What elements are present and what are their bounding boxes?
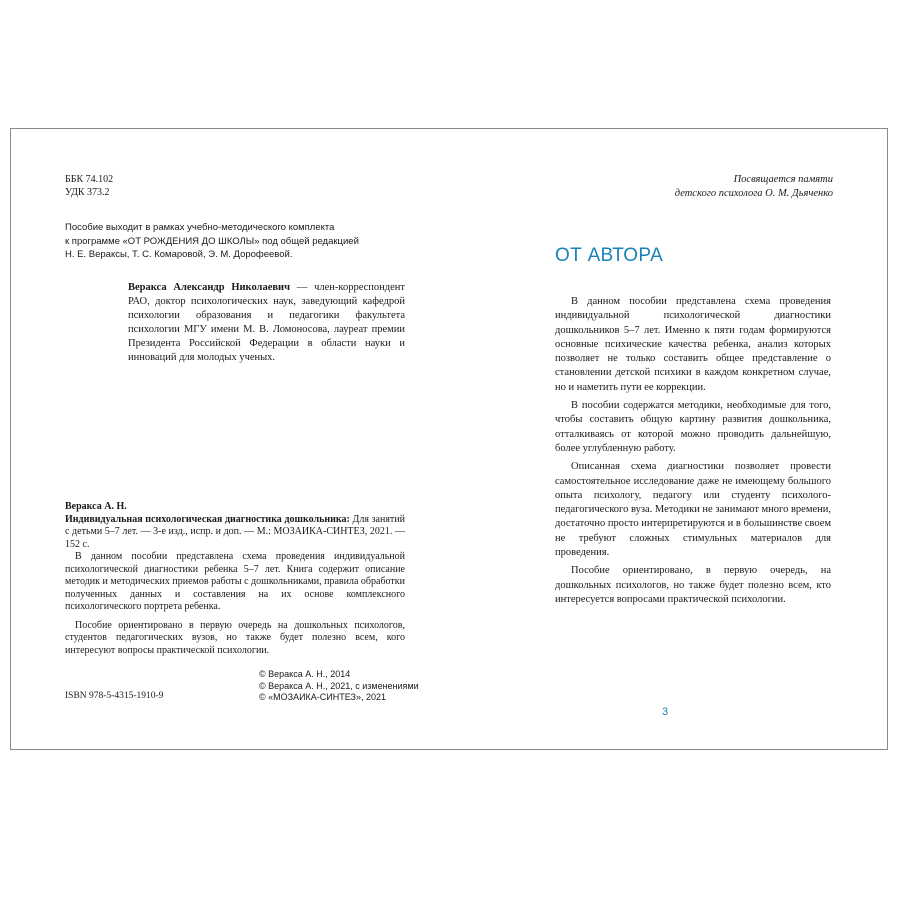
abstract-paragraph: В данном пособии представлена схема проведения индивидуальной психологической диагностики ребенка 5–7 лет. Книга содержит описание методик и методических приемов работы с дошкольниками, правила обработки полученных данных и составления на их основе комплексного психологического портрета ребенка. <box>65 551 405 612</box>
dedication-line: детского психолога О. М. Дьяченко <box>674 188 833 199</box>
series-line: Пособие выходит в рамках учебно-методического комплекта <box>65 222 335 233</box>
abstract <box>65 551 405 663</box>
biblio-title: Индивидуальная психологическая диагностика дошкольника: <box>65 513 350 525</box>
biblio-details: Для занятий с детьми 5–7 лет. — 3-е изд., испр. и доп. — М.: МОЗАИКА-СИНТЕЗ, 2021. — 152 с. <box>65 513 405 550</box>
dedication <box>675 173 833 201</box>
dedication-line: Посвящается памяти <box>733 174 833 185</box>
book-spread <box>10 128 888 750</box>
body-paragraph: В данном пособии представлена схема проведения индивидуальной психологической диагностики дошкольников 5–7 лет. Именно к пяти годам формируются основные психические качества ребенка, анализ которых позволяет не только составить общее представление о становлении детской психики в каждом конкретном случае, но и наметить пути ее коррекции. <box>555 296 831 393</box>
classification-codes <box>65 173 113 199</box>
series-line: Н. Е. Вераксы, Т. С. Комаровой, Э. М. Дорофеевой. <box>65 249 293 260</box>
bbk-code: ББК 74.102 <box>65 174 114 185</box>
author-bio <box>128 281 405 365</box>
biblio-header: Веракса А. Н. <box>65 501 127 512</box>
series-note <box>65 221 385 262</box>
chapter-heading: ОТ АВТОРА <box>555 245 664 266</box>
abstract-paragraph: Пособие ориентировано в первую очередь на дошкольных психологов, студентов педагогических вузов, но также будет полезно всем, кого интересуют вопросы практической психологии. <box>65 619 405 656</box>
copyright-block <box>259 669 419 704</box>
body-paragraph: В пособии содержатся методики, необходимые для того, чтобы составить общую картину развития дошкольника, отталкиваясь от которой можно проводить дальнейшую, более углубленную работу. <box>555 400 831 454</box>
bibliographic-entry <box>65 501 405 551</box>
author-name: Веракса Александр Николаевич <box>128 282 291 293</box>
page-number: 3 <box>662 706 669 718</box>
body-paragraph: Описанная схема диагностики позволяет провести самостоятельное исследование даже не имеющему большого опыта психологу, педагогу или студенту психолого-педагогического вуза. Методики не занимают много времени, достаточно просто интерпретируются и в большинстве своем не требуют сложных стимульных материалов для проведения. <box>555 461 832 559</box>
udk-code: УДК 373.2 <box>65 187 110 198</box>
isbn: ISBN 978-5-4315-1910-9 <box>65 691 164 701</box>
copyright-line: © Веракса А. Н., 2014 <box>259 669 351 679</box>
series-line: к программе «ОТ РОЖДЕНИЯ ДО ШКОЛЫ» под общей редакцией <box>65 235 359 247</box>
copyright-line: © Веракса А. Н., 2021, с изменениями <box>259 680 419 691</box>
chapter-body <box>555 295 831 611</box>
body-paragraph: Пособие ориентировано, в первую очередь, на дошкольных психологов, но также будет полезно всем, кто интересуется вопросами практической психологии. <box>555 565 831 605</box>
copyright-line: © «МОЗАИКА-СИНТЕЗ», 2021 <box>259 692 387 702</box>
author-bio-text: — член-корреспондент РАО, доктор психологических наук, заведующий кафедрой психологии образования и педагогики факультета психологии МГУ имени М. В. Ломоносова, лауреат премии Президента Российской Федерации в области науки и инноваций для молодых ученых. <box>128 282 405 363</box>
